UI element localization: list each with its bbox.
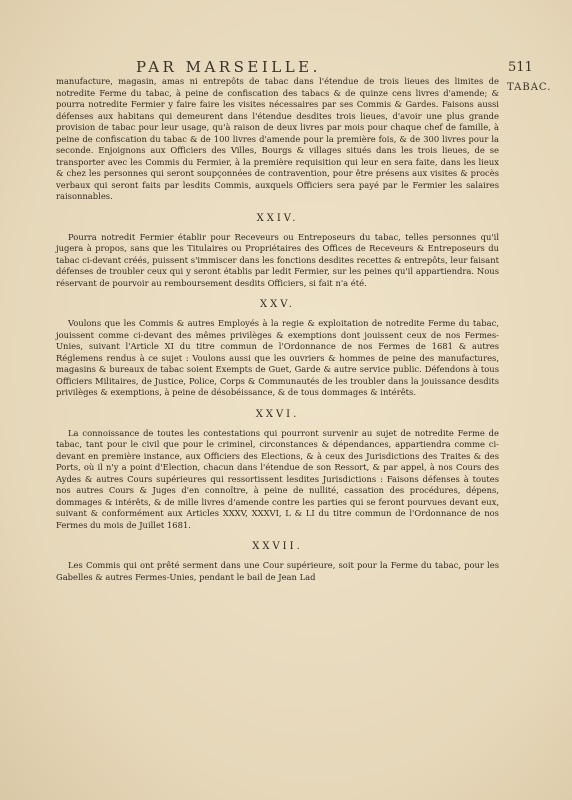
article-xxv-text: Voulons que les Commis & autres Employés à la regie & exploitation de notredite Ferme du tabac, jouissent comme ci-devant des mêmes privilèges & exemptions dont jouissent ceux de nos Fermes-Unies, suivant l'Article XI du titre commun de l'Ordonnance de nos Fermes de 1681 & autres Réglemens rendus à ce sujet : Voulons aussi que les ouvriers & hommes de peine des manufactures, magasins & bureaux de tabac soient Exempts de Guet, Garde & autre service public. Défendons à tous Officiers Militaires, de Justice, Police, Corps & Communautés de les troubler dans la jouissance desdits privilèges & exemptions, à peine de désobéissance, & de tous dommages & intérêts. <box>56 318 499 397</box>
page-number: 511 <box>508 60 533 75</box>
article-xxvii-text: Les Commis qui ont prêté serment dans une Cour supérieure, soit pour la Ferme du tabac, pour les Gabelles & autres Fermes-Unies, pendant le bail de Jean Lad <box>56 560 499 582</box>
article-heading-xxv: XXV. <box>260 299 295 310</box>
margin-note: TABAC. <box>507 82 552 93</box>
paragraph-continuation: manufacture, magasin, amas ni entrepôts de tabac dans l'étendue de trois lieues des limites de notredite Ferme du tabac, à peine de confiscation des tabacs & de quinze cens livres d'amende; & pourra notredite Fermier y faire faire les visites nécessaires par ses Commis & Gardes. Faisons aussi défenses aux habitans qui demeurent dans l'étendue desdites trois lieues, d'avoir une plus grande provision de tabac pour leur usage, qu'à raison de deux livres par mois pour chaque chef de famille, à peine de confiscation du tabac & de 100 livres d'amende pour la première fois, & de 300 livres pour la seconde. Enjoignons aux Officiers des Villes, Bourgs & villages situés dans les trois lieues, de se transporter avec les Commis du Fermier, à la première requisition qui leur en sera faite, dans les lieux & chez les personnes qui seront soupçonnées de contravention, pour être présens aux visites & procès verbaux qui seront faits par lesdits Commis, auxquels Officiers sera payé par le Fermier les salaires raisonnables. <box>56 76 499 201</box>
document-body <box>56 76 499 583</box>
article-heading-xxvi: XXVI. <box>255 408 300 420</box>
article-xxvi-text: La connoissance de toutes les contestations qui pourront survenir au sujet de notredite Ferme de tabac, tant pour le civil que pour le criminel, circonstances & dépendances, appartiendra comme ci-devant en première instance, aux Officiers des Elections, & à ceux des Jurisdictions des Traites & des Ports, où il n'y a point d'Election, chacun dans l'étendue de son Ressort, & par appel, à nos Cours des Aydes & autres Cours supérieures qui ressortissent lesdites Jurisdictions : Faisons défenses à toutes nos autres Cours & Juges d'en connoître, à peine de nullité, cassation des procédures, dépens, dommages & intérêts, & de mille livres d'amende contre les parties qui se feront pourvues devant eux, suivant & conformément aux Articles XXXV, XXXVI, L & LI du titre commun de l'Ordonnance de nos Fermes du mois de Juillet 1681. <box>56 427 499 530</box>
article-heading-xxvii: XXVII. <box>252 541 303 552</box>
running-title: PAR MARSEILLE. <box>136 58 321 76</box>
article-xxiv-text: Pourra notredit Fermier établir pour Receveurs ou Entreposeurs du tabac, telles personnes qu'il jugera à propos, sans que les Titulaires ou Propriétaires des Offices de Receveurs & Entreposeurs du tabac ci-devant créés, puissent s'immiscer dans les fonctions desdites recettes & entrepôts, leur faisant défenses de troubler ceux qui y seront établis par ledit Fermier, sur les peines qu'il appartiendra. Nous réservant de pourvoir au remboursement desdits Officiers, si fait n'a été. <box>56 231 499 288</box>
article-heading-xxiv: XXIV. <box>256 212 299 224</box>
